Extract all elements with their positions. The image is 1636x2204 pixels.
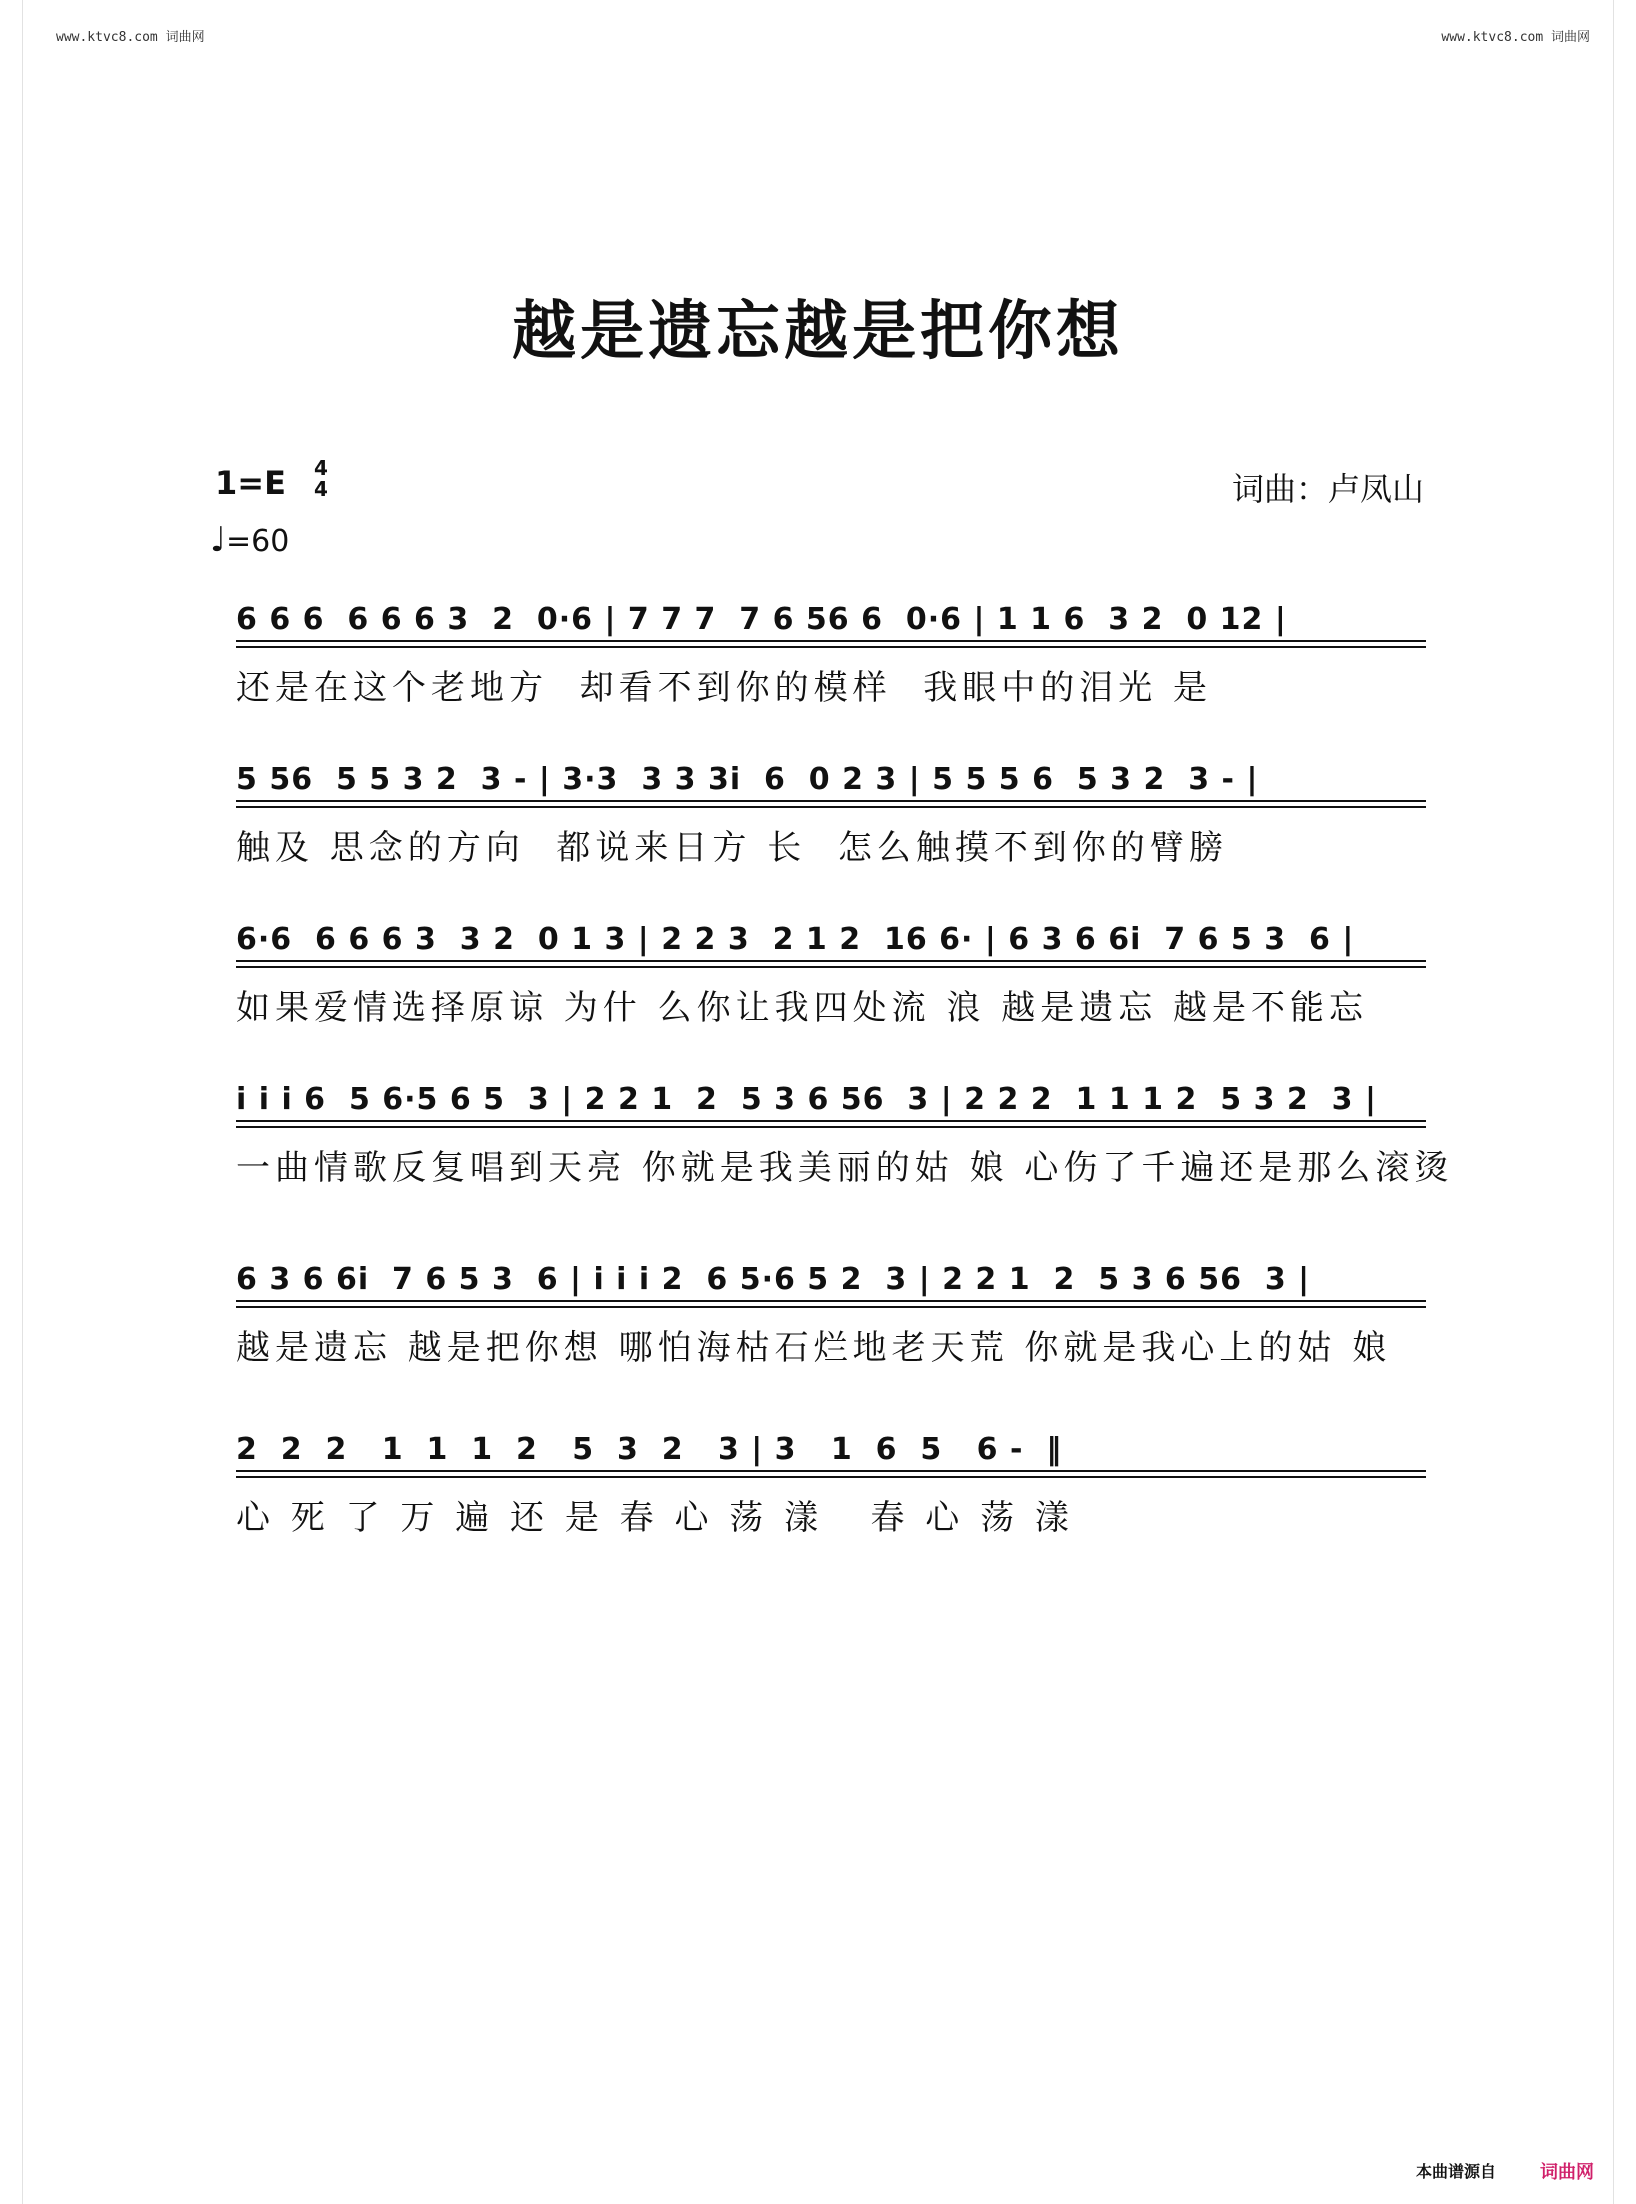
composer-credit: 词曲：卢凤山 [1231,470,1424,508]
score-row [236,1076,1454,1190]
score-row [236,756,1426,870]
footer-source-label: 本曲谱源自 [1415,2162,1496,2181]
score-row [236,1256,1426,1370]
notation-line: 6 3 6 6i 7 6 5 3 6 | i i i 2 6 5·6 5 2 3 | 2 2 1 2 5 3 6 56 3 | [236,1256,1426,1308]
footer-brand-link[interactable]: 词曲网 [1540,2162,1594,2183]
notation-line: 6 6 6 6 6 6 3 2 0·6 | 7 7 7 7 6 56 6 0·6 | 1 1 6 3 2 0 12 | [236,596,1426,648]
tempo-marking [210,520,289,560]
notation-line: 6·6 6 6 6 3 3 2 0 1 3 | 2 2 3 2 1 2 16 6· | 6 3 6 6i 7 6 5 3 6 | [236,916,1426,968]
score-row [236,1426,1426,1540]
watermark-left[interactable]: www.ktvc8.com 词曲网 [56,30,205,45]
time-signature [308,458,334,500]
tempo-value: =60 [226,524,290,559]
song-title: 越是遗忘越是把你想 [512,294,1124,369]
notation-line: 5 56 5 5 3 2 3 - | 3·3 3 3 3i 6 0 2 3 | 5 5 5 6 5 3 2 3 - | [236,756,1426,808]
notation-line: 2 2 2 1 1 1 2 5 3 2 3 | 3 1 6 5 6 - ‖ [236,1426,1426,1478]
meter-bottom: 4 [314,477,328,501]
watermark-right[interactable]: www.ktvc8.com 词曲网 [1441,30,1590,45]
lyrics-line: 越是遗忘 越是把你想 哪怕海枯石烂地老天荒 你就是我心上的姑 娘 [236,1328,1392,1368]
lyrics-line: 如果爱情选择原谅 为什 么你让我四处流 浪 越是遗忘 越是不能忘 [236,988,1369,1028]
score-row [236,596,1426,710]
lyrics-line: 一曲情歌反复唱到天亮 你就是我美丽的姑 娘 心伤了千遍还是那么滚烫 [236,1148,1454,1188]
meter-top: 4 [314,456,328,480]
notation-line: i i i 6 5 6·5 6 5 3 | 2 2 1 2 5 3 6 56 3 | 2 2 2 1 1 1 2 5 3 2 3 | [236,1076,1426,1128]
quarter-note-icon: ♩ [210,520,227,560]
key-signature: 1=E [215,464,286,502]
lyrics-line: 触及 思念的方向 都说来日方 长 怎么触摸不到你的臂膀 [236,828,1228,868]
score-row [236,916,1426,1030]
lyrics-line: 心 死 了 万 遍 还 是 春 心 荡 漾 春 心 荡 漾 [236,1498,1074,1538]
lyrics-line: 还是在这个老地方 却看不到你的模样 我眼中的泪光 是 [236,668,1213,708]
